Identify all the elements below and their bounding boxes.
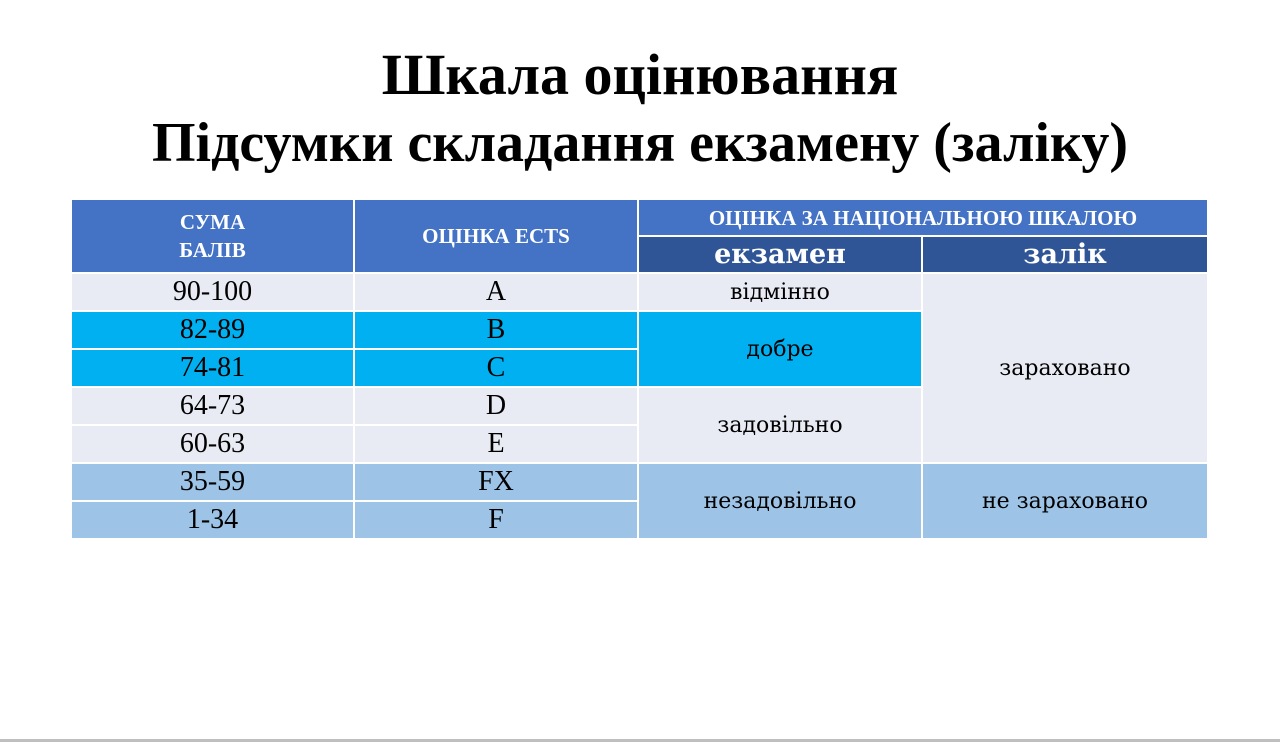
table-row	[71, 273, 1208, 311]
cell-ects: F	[354, 501, 638, 539]
page-title: Шкала оцінювання	[381, 42, 899, 107]
cell-exam-satisfactory: задовільно	[638, 387, 922, 463]
cell-pass-passed: зараховано	[922, 273, 1208, 463]
header-sum-label: СУМА БАЛІВ	[179, 210, 246, 262]
grading-scale-table	[70, 198, 1209, 540]
cell-sum: 82-89	[71, 311, 354, 349]
cell-pass-failed: не зараховано	[922, 463, 1208, 539]
cell-exam-excellent: відмінно	[638, 273, 922, 311]
cell-ects: E	[354, 425, 638, 463]
cell-sum: 35-59	[71, 463, 354, 501]
cell-exam-good: добре	[638, 311, 922, 387]
header-sum	[71, 199, 354, 273]
cell-ects: D	[354, 387, 638, 425]
cell-sum: 1-34	[71, 501, 354, 539]
header-ects: ОЦІНКА ECTS	[354, 199, 638, 273]
header-exam: екзамен	[638, 236, 922, 273]
header-national-scale: ОЦІНКА ЗА НАЦІОНАЛЬНОЮ ШКАЛОЮ	[638, 199, 1208, 236]
page-subtitle: Підсумки складання екзамену (заліку)	[151, 112, 1129, 174]
cell-exam-unsatisfactory: незадовільно	[638, 463, 922, 539]
cell-ects: C	[354, 349, 638, 387]
cell-sum: 90-100	[71, 273, 354, 311]
cell-ects: B	[354, 311, 638, 349]
table-header-row	[71, 199, 1208, 236]
table-row	[71, 463, 1208, 501]
cell-sum: 64-73	[71, 387, 354, 425]
cell-ects: FX	[354, 463, 638, 501]
cell-ects: A	[354, 273, 638, 311]
cell-sum: 74-81	[71, 349, 354, 387]
header-pass: залік	[922, 236, 1208, 273]
cell-sum: 60-63	[71, 425, 354, 463]
